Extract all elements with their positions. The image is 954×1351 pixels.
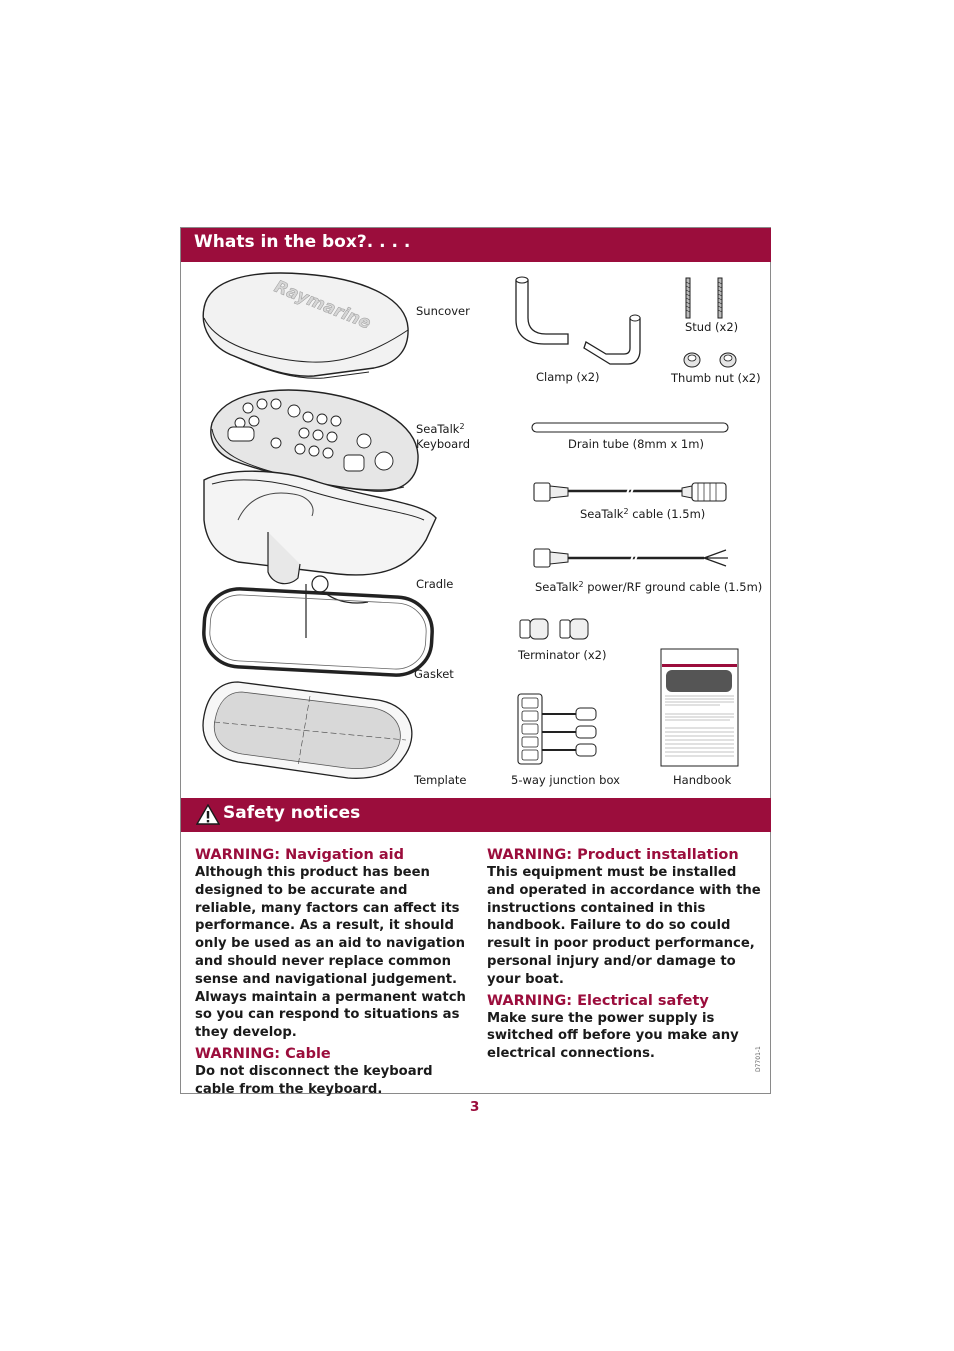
warning-triangle-icon <box>196 804 220 825</box>
power-cable-label: SeaTalk$^2$ power/RF ground cable (1.5m) <box>535 580 763 594</box>
stud-label: Stud (x2) <box>685 320 739 334</box>
thumb-nut-label: Thumb nut (x2) <box>671 371 761 385</box>
safety-left-column <box>195 846 470 1099</box>
warning-navigation-text: Although this product has been designed to be accurate and reliable, many factors can affect its performance. As a result, it should only be used as an aid to navigation and should never replace common sense and navigational judgement. Always maintain a permanent watch so you can respond to situations as they develop. <box>195 865 466 1041</box>
section-header-whats-in-box <box>181 228 771 262</box>
template-label: Template <box>414 773 467 787</box>
thumb-nut-illustration <box>682 349 742 371</box>
suncover-illustration <box>194 268 414 388</box>
drain-tube-label: Drain tube (8mm x 1m) <box>568 437 704 451</box>
section-title: Safety notices <box>223 803 361 823</box>
page-number: 3 <box>470 1099 480 1115</box>
terminator-illustration <box>518 617 593 641</box>
drawing-code: D7701-1 <box>755 1046 762 1072</box>
clamp-label: Clamp (x2) <box>536 370 600 384</box>
terminator-label: Terminator (x2) <box>518 648 607 662</box>
gasket-label: Gasket <box>414 667 454 681</box>
suncover-brand-logo: Raymarine <box>271 276 374 334</box>
seatalk-cable-label: SeaTalk$^2$ cable (1.5m) <box>580 507 706 521</box>
section-header-safety-notices <box>181 798 771 832</box>
junction-box-label: 5-way junction box <box>511 773 620 787</box>
stud-illustration <box>682 276 732 320</box>
warning-installation-heading: WARNING: Product installation <box>487 847 739 863</box>
safety-right-column <box>487 846 762 1063</box>
suncover-label: Suncover <box>416 304 470 318</box>
template-illustration <box>198 676 423 786</box>
gasket-illustration <box>198 585 438 680</box>
cradle-label: Cradle <box>416 577 454 591</box>
junction-box-illustration <box>516 692 606 768</box>
keyboard-label: SeaTalk$^2$ Keyboard <box>416 422 471 451</box>
warning-electrical-heading: WARNING: Electrical safety <box>487 992 709 1009</box>
warning-electrical-text: Make sure the power supply is switched off before you make any electrical connections. <box>487 1010 739 1062</box>
warning-navigation-heading: WARNING: Navigation aid <box>195 847 405 863</box>
drain-tube-illustration <box>530 421 730 435</box>
clamp-illustration <box>510 270 650 370</box>
warning-installation-text: This equipment must be installed and operated in accordance with the instructions contained in this handbook. Failure to do so could result in poor product performance, personal injury and/or damage to your boat. <box>487 865 761 987</box>
warning-cable-text: Do not disconnect the keyboard cable from the keyboard. <box>195 1063 433 1097</box>
power-cable-illustration <box>532 544 730 574</box>
section-title: Whats in the box?. . . . <box>194 232 411 252</box>
handbook-label: Handbook <box>673 773 732 787</box>
warning-cable-heading: WARNING: Cable <box>195 1045 331 1062</box>
handbook-illustration <box>660 648 740 768</box>
